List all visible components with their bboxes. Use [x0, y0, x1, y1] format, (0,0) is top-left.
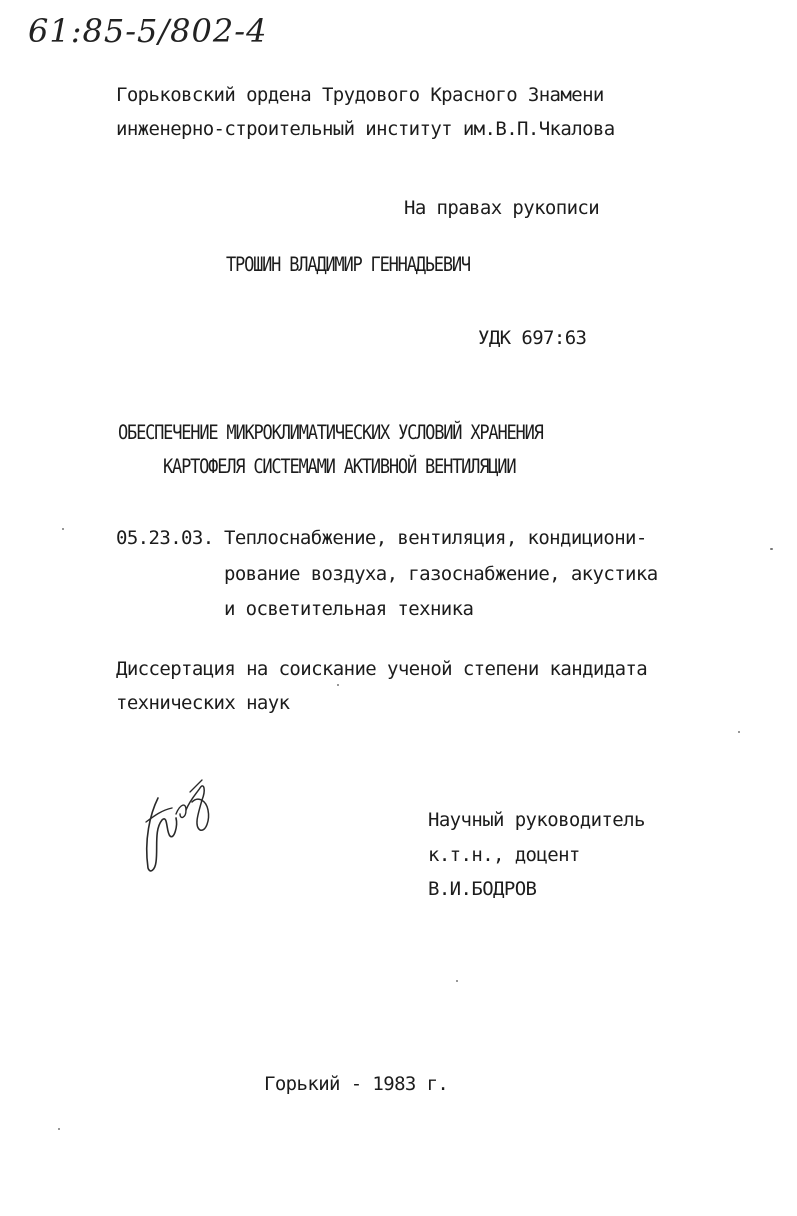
specialty-line-2: рование воздуха, газоснабжение, акустика — [224, 563, 658, 585]
scan-speck — [337, 684, 339, 686]
title-line-1: ОБЕСПЕЧЕНИЕ МИКРОКЛИМАТИЧЕСКИХ УСЛОВИЙ ХРАНЕНИЯ — [118, 421, 543, 445]
supervisor-name: В.И.БОДРОВ — [428, 878, 537, 900]
institution-line-1: Горьковский ордена Трудового Красного Знамени — [116, 84, 604, 106]
udc-code: УДК 697:63 — [478, 327, 587, 349]
institution-line-2: инженерно-строительный институт им.В.П.Чкалова — [116, 118, 615, 140]
scan-speck — [738, 731, 740, 733]
archive-mark-handwritten: 61:85-5/802-4 — [28, 12, 268, 50]
title-line-2: КАРТОФЕЛЯ СИСТЕМАМИ АКТИВНОЙ ВЕНТИЛЯЦИИ — [163, 455, 516, 479]
place-year: Горький - 1983 г. — [264, 1073, 449, 1095]
degree-line-1: Диссертация на соискание ученой степени кандидата — [116, 658, 648, 680]
specialty-code: 05.23.03. — [116, 527, 214, 549]
specialty-line-1: Теплоснабжение, вентиляция, кондициони- — [224, 527, 647, 549]
scan-speck — [456, 980, 458, 982]
degree-line-2: технических наук — [116, 692, 290, 714]
supervisor-rank: к.т.н., доцент — [428, 844, 580, 866]
author-name: ТРОШИН ВЛАДИМИР ГЕННАДЬЕВИЧ — [226, 253, 470, 277]
manuscript-rights: На правах рукописи — [404, 197, 600, 219]
specialty-line-3: и осветительная техника — [224, 598, 474, 620]
scan-speck — [62, 528, 64, 530]
scan-speck — [58, 1128, 60, 1130]
scan-speck — [770, 548, 773, 550]
supervisor-role: Научный руководитель — [428, 809, 645, 831]
signature-icon — [128, 770, 218, 880]
